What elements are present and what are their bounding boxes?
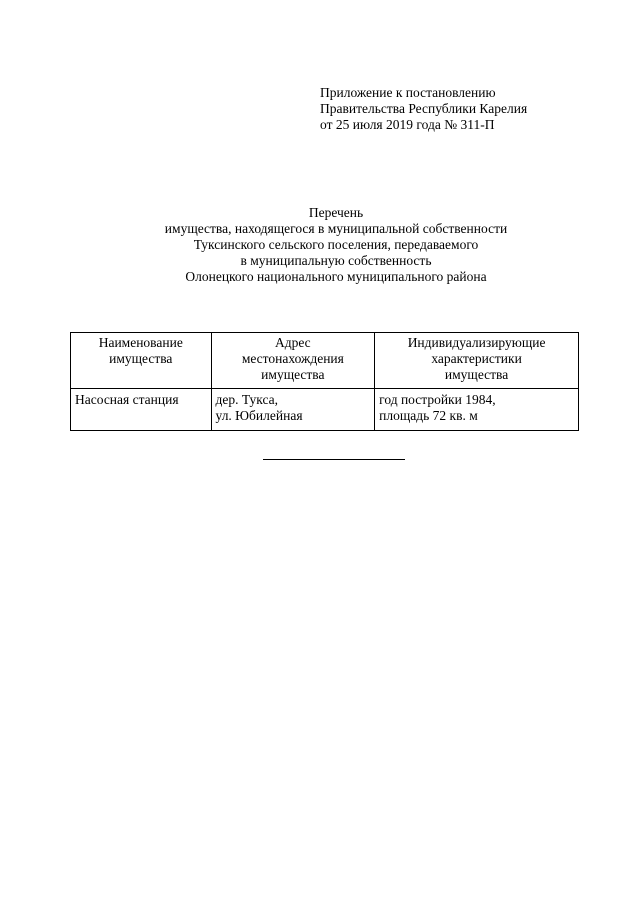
document-title xyxy=(0,205,640,285)
cell-line: дер. Тукса, xyxy=(215,392,278,407)
header-line: имущества xyxy=(444,367,509,382)
property-table xyxy=(70,332,579,431)
title-line: Олонецкого национального муниципального района xyxy=(185,269,487,284)
cell-characteristics xyxy=(375,389,579,431)
table-header xyxy=(71,333,579,389)
header-line: Адрес xyxy=(274,335,311,350)
header-line: имущества xyxy=(109,351,173,366)
title-line: Туксинского сельского поселения, передаваемого xyxy=(193,237,479,252)
header-line: местонахождения xyxy=(241,351,344,366)
header-row xyxy=(71,333,579,389)
appendix-line: Правительства Республики Карелия xyxy=(320,101,528,116)
title-line: в муниципальную собственность xyxy=(240,253,432,268)
header-cell-name xyxy=(71,333,212,389)
appendix-line: от 25 июля 2019 года № 311-П xyxy=(320,117,495,132)
title-heading: Перечень xyxy=(308,205,364,220)
header-line: Индивидуализирующие xyxy=(407,335,546,350)
cell-name xyxy=(71,389,212,431)
table-body xyxy=(71,389,579,431)
header-line: имущества xyxy=(261,367,325,382)
header-line: характеристики xyxy=(431,351,522,366)
cell-line: площадь 72 кв. м xyxy=(379,408,478,423)
header-cell-characteristics xyxy=(375,333,579,389)
cell-address xyxy=(211,389,375,431)
cell-line: год постройки 1984, xyxy=(379,392,496,407)
appendix-block xyxy=(320,85,620,133)
cell-line: Насосная станция xyxy=(75,392,179,407)
table-row xyxy=(71,389,579,431)
cell-line: ул. Юбилейная xyxy=(215,408,303,423)
header-cell-address xyxy=(211,333,375,389)
header-line: Наименование xyxy=(98,335,183,350)
closing-rule xyxy=(263,459,405,460)
title-line: имущества, находящегося в муниципальной собственности xyxy=(164,221,508,236)
appendix-line: Приложение к постановлению xyxy=(320,85,496,100)
